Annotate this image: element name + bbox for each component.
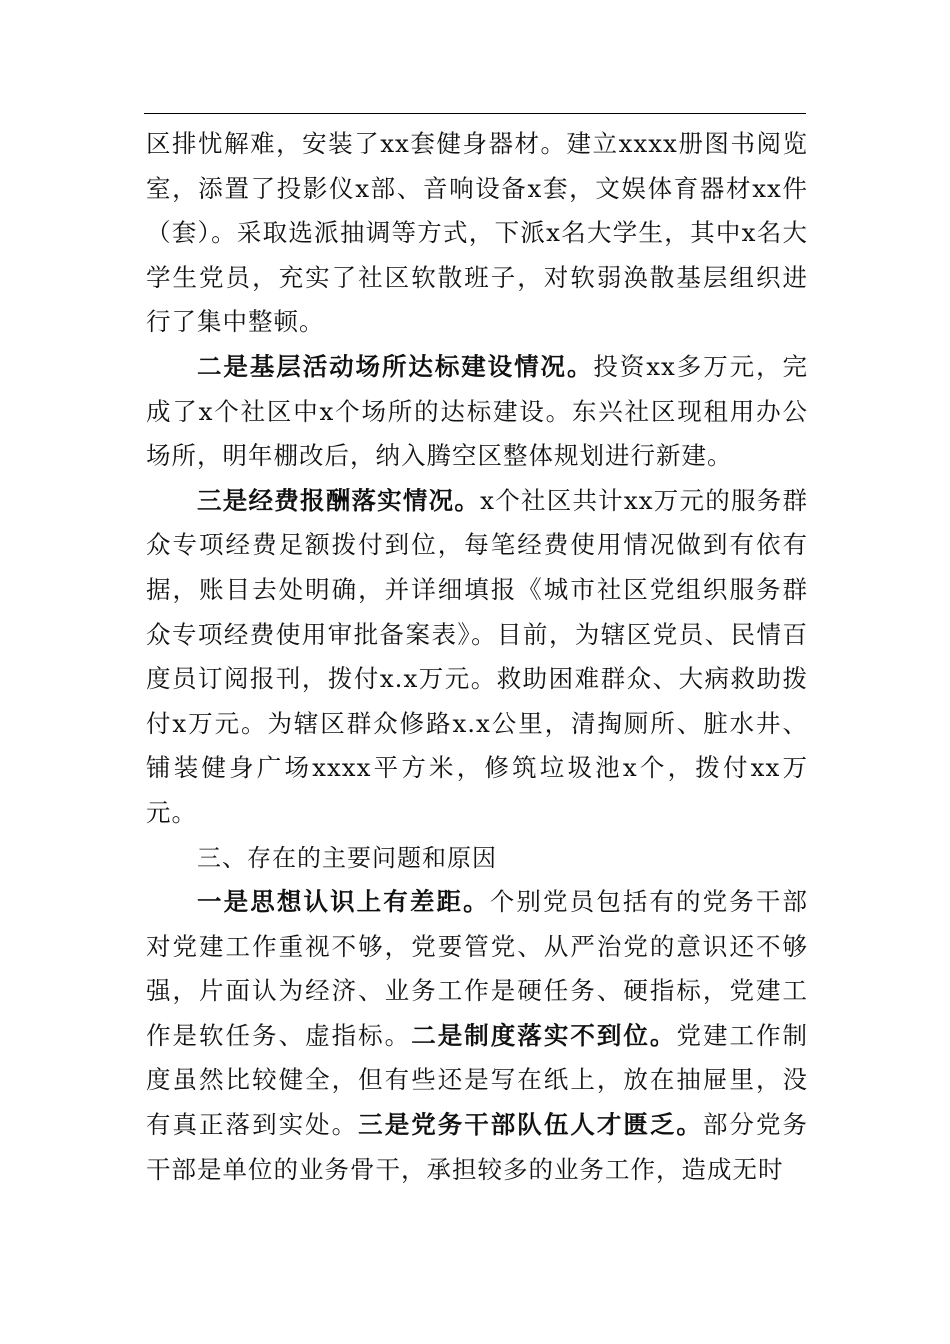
document-body (146, 122, 808, 1192)
problem-3-lead: 三是党务干部队伍人才匮乏。 (358, 1110, 703, 1140)
header-rule (144, 113, 806, 114)
paragraph-text: x个社区共计xx万元的服务群众专项经费足额拨付到位，每笔经费使用情况做到有依有据，账目去处明确，并详细填报《城市社区党组织服务群众专项经费使用审批备案表》。目前，为辖区党员、民情百度员订阅报刊，拨付x.x万元。救助困难群众、大病救助拨付x万元。为辖区群众修路x.x公里，清掏厕所、脏水井、铺装健身广场xxxx平方米，修筑垃圾池x个，拨付xx万元。 (146, 485, 809, 827)
section-heading (146, 836, 808, 881)
paragraph-lead-bold: 三是经费报酬落实情况。 (197, 485, 481, 515)
paragraph-continuation (146, 122, 808, 345)
section-heading-text: 三、存在的主要问题和原因 (197, 843, 497, 872)
paragraph-funding (146, 479, 808, 836)
problem-3-text: 部分党务干部是单位的业务骨干，承担较多的业务工作，造成无时 (146, 1110, 809, 1184)
paragraph-lead-bold: 二是基层活动场所达标建设情况。 (197, 351, 594, 381)
paragraph-problems (146, 880, 808, 1192)
paragraph-text: 投资xx多万元，完成了x个社区中x个场所的达标建设。东兴社区现租用办公场所，明年棚改后，纳入腾空区整体规划进行新建。 (146, 351, 809, 471)
problem-2-text: 党建工作制度虽然比较健全，但有些还是写在纸上，放在抽屉里，没有真正落到实处。 (146, 1020, 809, 1140)
paragraph-activity-venues (146, 345, 808, 479)
paragraph-text: 区排忧解难，安装了xx套健身器材。建立xxxx册图书阅览室，添置了投影仪x部、音响设备x套，文娱体育器材xx件（套）。采取选派抽调等方式，下派x名大学生，其中x名大学生党员，充实了社区软散班子，对软弱涣散基层组织进行了集中整顿。 (146, 129, 808, 337)
problem-1-lead: 一是思想认识上有差距。 (197, 887, 490, 917)
problem-2-lead: 二是制度落实不到位。 (411, 1020, 677, 1050)
problem-1-text: 个别党员包括有的党务干部对党建工作重视不够，党要管党、从严治党的意识还不够强，片面认为经济、业务工作是硬任务、硬指标，党建工作是软任务、虚指标。 (146, 887, 808, 1050)
